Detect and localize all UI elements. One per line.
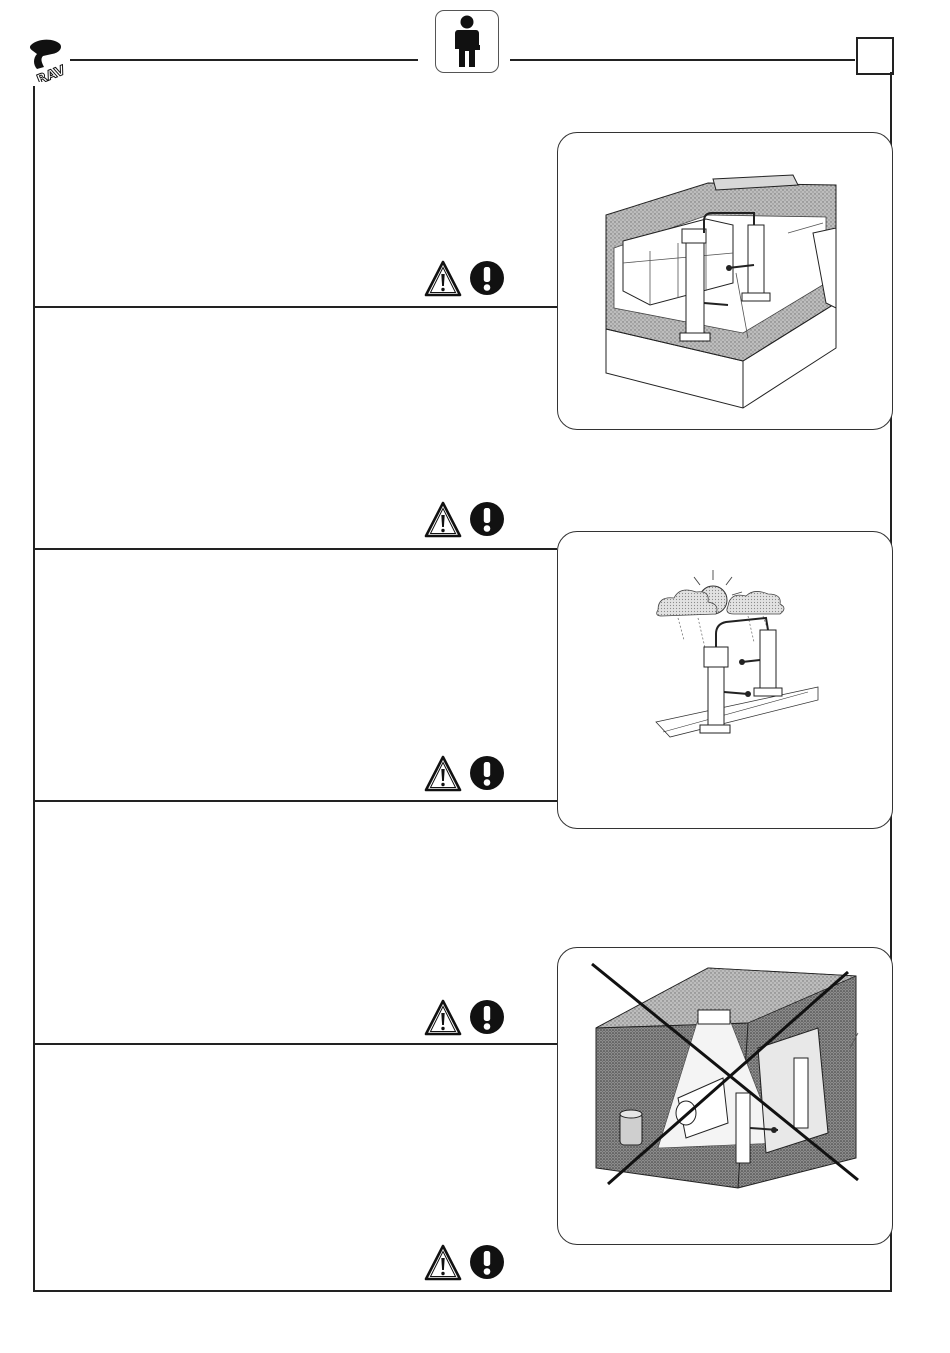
header-rule-right — [510, 59, 855, 61]
warning-group — [424, 500, 514, 542]
warning-group — [424, 259, 514, 301]
figure-prohibited-location — [557, 947, 893, 1245]
warning-group — [424, 1243, 514, 1285]
warning-group — [424, 754, 514, 796]
lift-outdoor-illustration — [558, 532, 892, 828]
operator-tab — [435, 10, 499, 73]
brand-logo-icon — [26, 36, 70, 82]
section-divider — [33, 548, 557, 550]
section-divider — [33, 1043, 557, 1045]
lift-indoor-illustration — [558, 133, 892, 429]
section-divider — [33, 800, 557, 802]
operator-person-icon — [436, 11, 498, 72]
warning-group — [424, 998, 514, 1040]
figure-outdoor-lift — [557, 531, 893, 829]
frame-bottom-border — [33, 1290, 892, 1292]
figure-indoor-lift — [557, 132, 893, 430]
page-number-box — [856, 37, 894, 75]
frame-left-border — [33, 86, 35, 1292]
svg-text:RAV: RAV — [34, 63, 68, 82]
header-rule-left — [70, 59, 418, 61]
lift-prohibited-illustration — [558, 948, 892, 1244]
section-divider — [33, 306, 557, 308]
